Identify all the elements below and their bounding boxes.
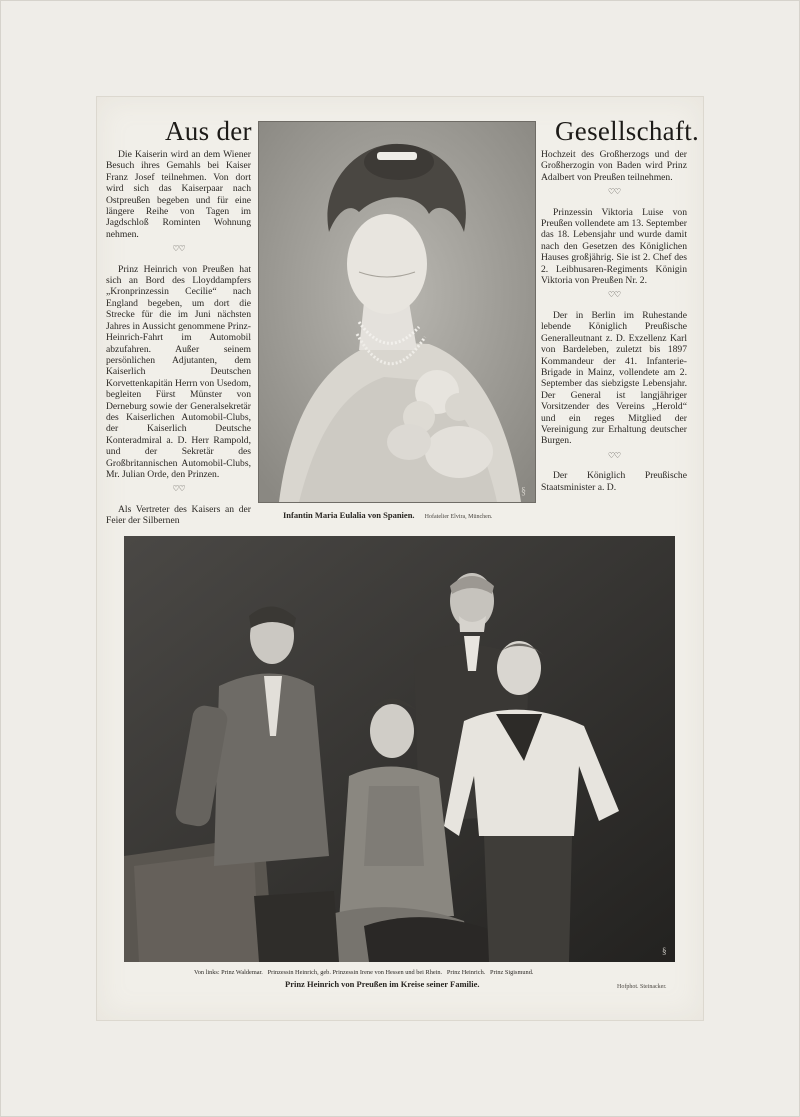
headline-right: Gesellschaft. (555, 116, 700, 146)
ornament-divider: ♡♡ (607, 187, 621, 197)
photographer-monogram: § (662, 946, 667, 956)
left-column (106, 149, 251, 530)
right-column (541, 149, 687, 496)
portrait-photo (258, 121, 536, 503)
right-paragraph-4: Der Königlich Preußische Staatsminister a. D. (541, 470, 687, 493)
left-paragraph-1: Die Kaiserin wird an dem Wiener Besuch ihres Gemahls bei Kaiser Franz Josef teilnehmen. Von dort wird sich das Kaiserpaar nach Ostpreußen begeben und für eine längere Reihe von Tagen im Jagdschloß Rominten Wohnung nehmen. (106, 149, 251, 240)
right-paragraph-1: Hochzeit des Großherzogs und der Großherzogin von Baden wird Prinz Adalbert von Preußen teilnehmen. (541, 149, 687, 183)
ornament-divider: ♡♡ (172, 484, 185, 494)
family-caption-row (285, 979, 480, 989)
family-illustration (124, 536, 675, 962)
photographer-monogram: § (521, 486, 526, 497)
family-names-line: Von links: Prinz Waldemar. Prinzessin Heinrich, geb. Prinzessin Irene von Hessen und bei Rhein. Prinz Heinrich. Prinz Sigismund. (194, 969, 534, 976)
ornament-divider: ♡♡ (172, 244, 185, 254)
family-credit: Hofphot. Steinacker. (617, 984, 667, 990)
right-paragraph-3: Der in Berlin im Ruhestande lebende Königlich Preußische Generalleutnant z. D. Exzellenz Karl von Bardeleben, zuletzt bis 1897 Kommandeur der 41. Infanterie-Brigade in Mainz, vollendete am 2. September das siebzigste Lebensjahr. Der General ist langjähriger Vorsitzender des Vereins „Herold“ und ein reges Mitglied der Vereinigung zur Erhaltung deutscher Burgen. (541, 309, 687, 447)
headline-left: Aus der (165, 116, 252, 146)
portrait-caption: Infantin Maria Eulalia von Spanien. (283, 510, 415, 520)
ornament-divider: ♡♡ (607, 290, 621, 300)
portrait-illustration (259, 122, 535, 502)
family-caption: Prinz Heinrich von Preußen im Kreise seiner Familie. (285, 979, 480, 989)
ornament-divider: ♡♡ (607, 450, 621, 460)
left-paragraph-3: Als Vertreter des Kaisers an der Feier der Silbernen (106, 503, 251, 527)
magazine-page (97, 97, 703, 1020)
portrait-caption-row (283, 510, 492, 520)
left-paragraph-2: Prinz Heinrich von Preußen hat sich an Bord des Lloyddampfers „Kronprinzessin Cecilie“ nach England begeben, um dort die Strecke für die im Juni nächsten Jahres in Aussicht genommene Prinz-Heinrich-Fahrt im Automobil abzufahren. Außer seinem persönlichen Adjutanten, dem Kaiserlich Deutschen Korvettenkapitän Herrn von Usedom, begleiten Fürst Münster von Derneburg sowie der Generalsekretär des Kaiserlichen Automobil-Clubs, der Kaiserlich Deutsche Konteradmiral a. D. Herr Rampold, und der Sekretär des Großbritannischen Automobil-Clubs, Mr. Julian Orde, den Prinzen. (106, 263, 251, 480)
right-paragraph-2: Prinzessin Viktoria Luise von Preußen vollendete am 13. September das 18. Lebensjahr und wurde damit nach den Gesetzen des Königlichen Hauses großjährig. Sie ist 2. Chef des 2. Leibhusaren-Regiments Königin Viktoria von Preußen Nr. 2. (541, 206, 687, 287)
family-photo (124, 536, 675, 962)
portrait-credit: Hofatelier Elvira, München. (424, 514, 493, 520)
